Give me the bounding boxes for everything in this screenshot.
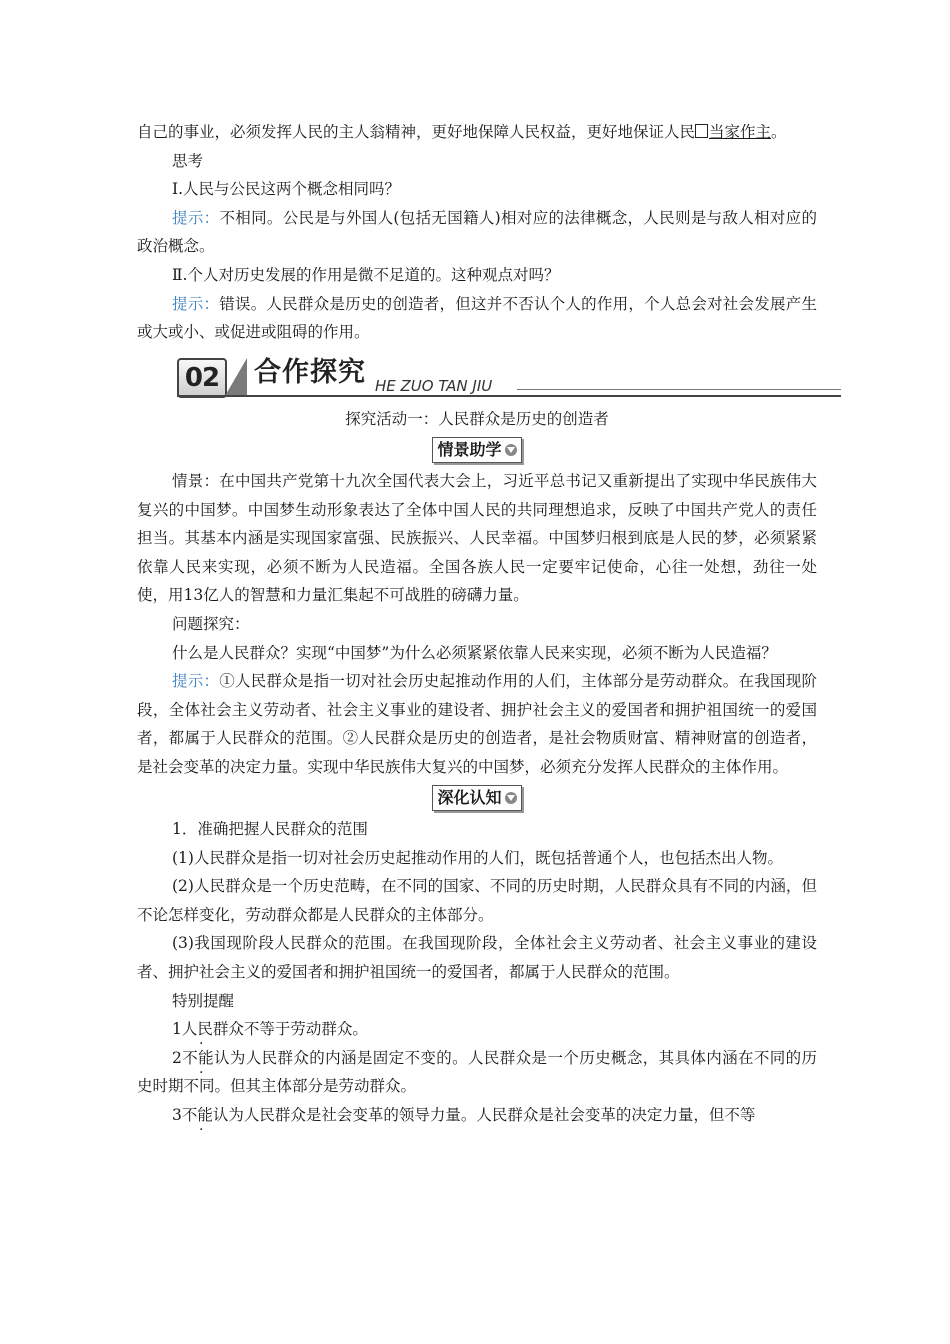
hint-label: 提示： bbox=[172, 294, 220, 313]
think-answer-2: 提示：错误。人民群众是历史的创造者，但这并不否认个人的作用，个人总会对社会发展产生或大或小、或促进或阻碍的作用。 bbox=[137, 294, 817, 342]
answer-text: 提示：①人民群众是指一切对社会历史起推动作用的人们，主体部分是劳动群众。在我国现阶段，全体社会主义劳动者、社会主义事业的建设者、拥护社会主义的爱国者和拥护祖国统一的爱国者，都属于人民群众的范围。②人民群众是历史的创造者，是社会物质财富、精神财富的创造者，是社会变革的决定力量。实现中华民族伟大复兴的中国梦，必须充分发挥人民群众的主体作用。 bbox=[137, 672, 817, 776]
banner-wedge-icon bbox=[225, 358, 247, 396]
deepen-badge-wrap bbox=[137, 784, 817, 813]
think-question-2: Ⅱ.个人对历史发展的作用是微不足道的。这种观点对吗？ bbox=[172, 265, 560, 284]
chevron-down-icon bbox=[505, 444, 517, 456]
question-text: 什么是人民群众？实现“中国梦”为什么必须紧紧依靠人民来实现，必须不断为人民造福？ bbox=[172, 643, 777, 662]
activity-title: 探究活动一：人民群众是历史的创造者 bbox=[345, 409, 609, 428]
reminder-1: . 1人民群众不等于劳动群众。 bbox=[137, 1015, 817, 1044]
section-title: 合作探究 bbox=[254, 356, 366, 388]
question-heading: 问题探究： bbox=[172, 614, 250, 633]
think-question-1: Ⅰ.人民与公民这两个概念相同吗？ bbox=[172, 180, 401, 199]
hint-label: 提示： bbox=[172, 208, 220, 227]
deepen-item-title: 1．准确把握人民群众的范围 bbox=[172, 820, 368, 839]
blank-box-icon bbox=[695, 124, 708, 138]
deepen-point-3: (3)我国现阶段人民群众的范围。在我国现阶段，全体社会主义劳动者、社会主义事业的建设者、拥护社会主义的爱国者和拥护祖国统一的爱国者，都属于人民群众的范围。 bbox=[137, 934, 817, 982]
intro-paragraph: 自己的事业，必须发挥人民的主人翁精神，更好地保障人民权益，更好地保证人民 当家作主。 bbox=[137, 123, 787, 141]
section-number: 02 bbox=[177, 358, 227, 398]
underlined-answer: 当家作主 bbox=[695, 123, 771, 141]
think-heading: 思考 bbox=[172, 151, 204, 170]
section-pinyin: HE ZUO TAN JIU bbox=[375, 376, 493, 395]
banner-divider bbox=[517, 389, 841, 390]
reminder-heading: 特别提醒 bbox=[172, 991, 235, 1010]
scene-badge-wrap bbox=[137, 436, 817, 465]
scene-text: 情景：在中国共产党第十九次全国代表大会上，习近平总书记又重新提出了实现中华民族伟大复兴的中国梦。中国梦生动形象表达了全体中国人民的共同理想追求，反映了中国共产党人的责任担当。其基本内涵是实现国家富强、民族振兴、人民幸福。中国梦归根到底是人民的梦，必须紧紧依靠人民来实现，必须不断为人民造福。全国各族人民一定要牢记使命，心往一处想，劲往一处使，用13亿人的智慧和力量汇集起不可战胜的磅礴力量。 bbox=[137, 471, 817, 605]
deepen-badge: 深化认知 bbox=[432, 785, 521, 811]
banner-divider bbox=[177, 395, 841, 397]
deepen-point-2: (2)人民群众是一个历史范畴，在不同的国家、不同的历史时期，人民群众具有不同的内涵，但不论怎样变化，劳动群众都是人民群众的主体部分。 bbox=[137, 877, 817, 924]
deepen-point-1: (1)人民群众是指一切对社会历史起推动作用的人们，既包括普通个人，也包括杰出人物。 bbox=[172, 848, 783, 867]
scene-badge: 情景助学 bbox=[432, 437, 521, 463]
chevron-down-icon bbox=[505, 792, 517, 804]
section-banner bbox=[177, 355, 841, 401]
think-answer-1: 提示：不相同。公民是与外国人(包括无国籍人)相对应的法律概念，人民则是与敌人相对应的政治概念。 bbox=[137, 208, 817, 256]
document-page bbox=[137, 118, 817, 1130]
reminder-3: . 3不能认为人民群众是社会变革的领导力量。人民群众是社会变革的决定力量，但不等 bbox=[137, 1101, 817, 1130]
reminder-2: . 2不能认为人民群众的内涵是固定不变的。人民群众是一个历史概念，其具体内涵在不同的历史时期不同。但其主体部分是劳动群众。 bbox=[137, 1044, 817, 1101]
hint-label: 提示： bbox=[172, 672, 220, 691]
